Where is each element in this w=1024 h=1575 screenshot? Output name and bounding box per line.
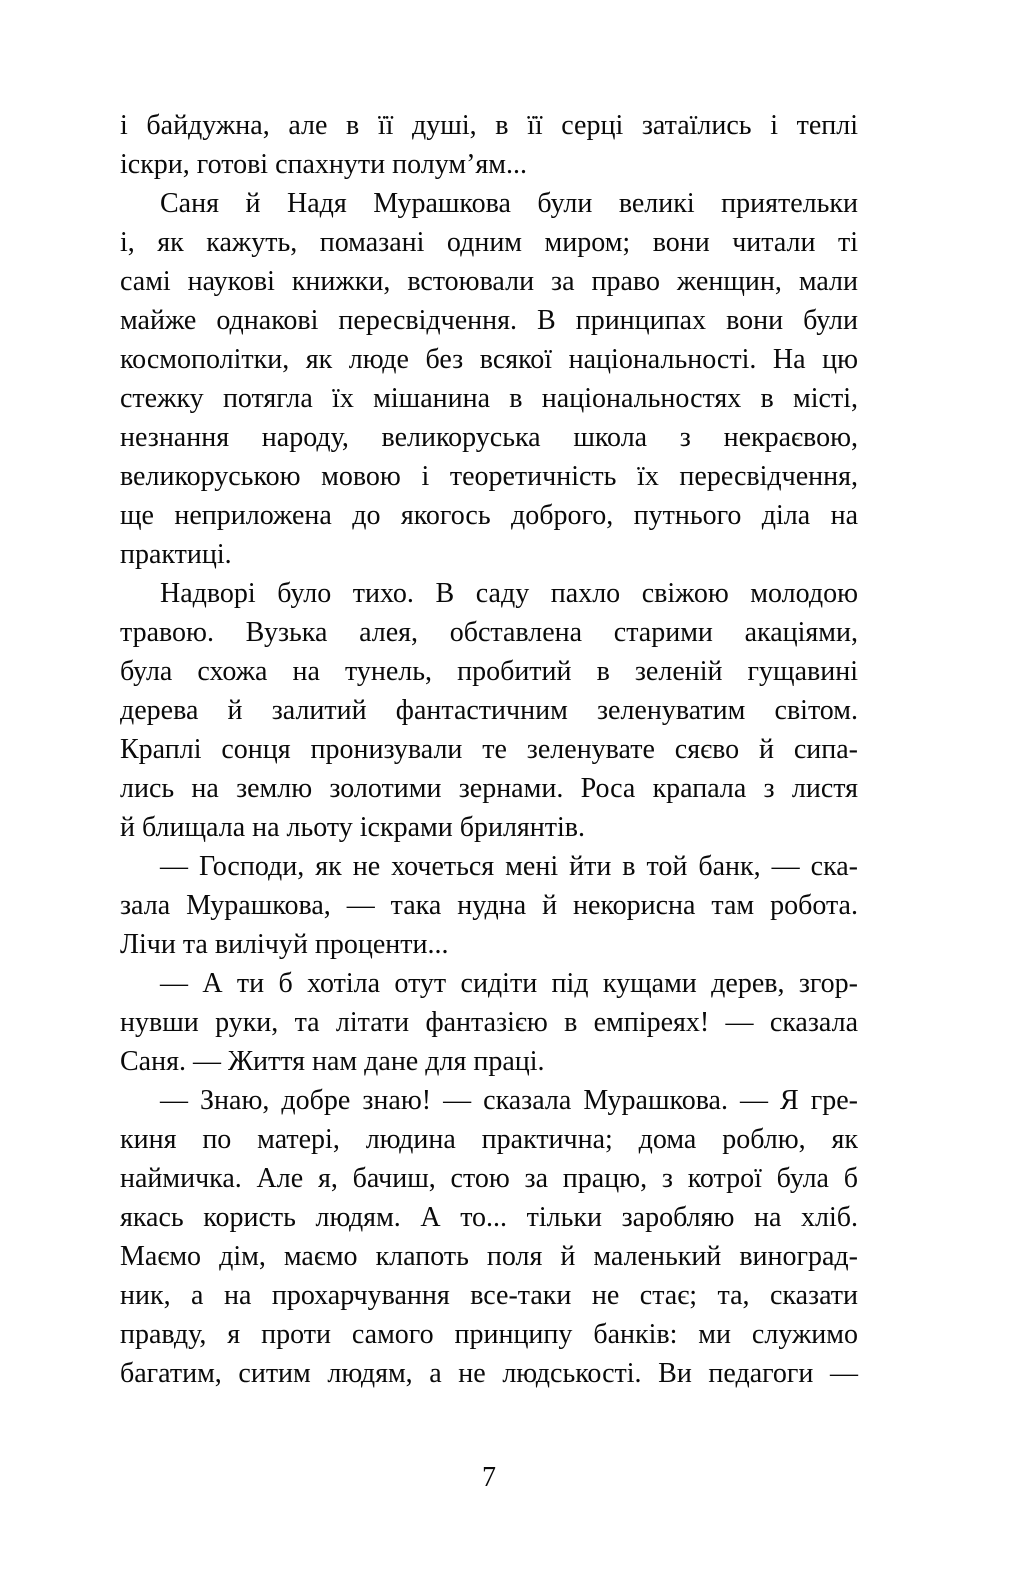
text-line: лись на землю золотими зернами. Роса крапала з листя xyxy=(120,773,858,804)
text-line: і байдужна, але в її душі, в її серці затаїлись і теплі xyxy=(120,110,858,141)
text-line: і, як кажуть, помазані одним миром; вони читали ті xyxy=(120,227,858,258)
text-line: правду, я проти самого принципу банків: ми служимо xyxy=(120,1319,858,1350)
text-line: нувши руки, та літати фантазією в емпіреях! — сказала xyxy=(120,1007,858,1038)
text-line: Краплі сонця пронизували те зеленувате сяєво й сипа- xyxy=(120,734,858,765)
text-line: майже однакові пересвідчення. В принципах вони були xyxy=(120,305,858,336)
text-line: ник, а на прохарчування все-таки не стає; та, сказати xyxy=(120,1280,858,1311)
text-line: — Господи, як не хочеться мені йти в той банк, — ска- xyxy=(160,851,858,882)
paragraph xyxy=(120,184,858,574)
text-line: киня по матері, людина практична; дома роблю, як xyxy=(120,1124,858,1155)
text-line: Саня й Надя Мурашкова були великі приятельки xyxy=(160,188,858,219)
text-line: практиці. xyxy=(120,539,232,570)
text-line: великоруською мовою і теоретичність їх пересвідчення, xyxy=(120,461,858,492)
text-line: зала Мурашкова, — така нудна й некорисна там робота. xyxy=(120,890,858,921)
text-line: Маємо дім, маємо клапоть поля й маленький виноград- xyxy=(120,1241,858,1272)
paragraph xyxy=(120,964,858,1081)
paragraph xyxy=(120,106,858,184)
text-line: травою. Вузька алея, обставлена старими акаціями, xyxy=(120,617,858,648)
text-line: — А ти б хотіла отут сидіти під кущами дерев, згор- xyxy=(160,968,858,999)
text-line: й блищала на льоту іскрами брилянтів. xyxy=(120,812,586,843)
text-line: стежку потягла їх мішанина в національностях в місті, xyxy=(120,383,858,414)
text-line: самі наукові книжки, встоювали за право женщин, мали xyxy=(120,266,858,297)
text-line: наймичка. Але я, бачиш, стою за працю, з котрої була б xyxy=(120,1163,858,1194)
text-line: багатим, ситим людям, а не людськості. Ви педагоги — xyxy=(120,1358,858,1389)
page-text xyxy=(120,106,858,1393)
text-line: космополітки, як люде без всякої національності. На цю xyxy=(120,344,858,375)
text-line: Надворі було тихо. В саду пахло свіжою молодою xyxy=(160,578,858,609)
text-line: незнання народу, великоруська школа з некраєвою, xyxy=(120,422,858,453)
text-line: ще неприложена до якогось доброго, путнього діла на xyxy=(120,500,858,531)
paragraph xyxy=(120,574,858,847)
paragraph xyxy=(120,847,858,964)
text-line: іскри, готові спахнути полум’ям... xyxy=(120,149,527,180)
text-line: була схожа на тунель, пробитий в зеленій гущавині xyxy=(120,656,858,687)
text-line: Саня. — Життя нам дане для праці. xyxy=(120,1046,545,1077)
text-line: якась користь людям. А то... тільки заробляю на хліб. xyxy=(120,1202,858,1233)
page-number: 7 xyxy=(482,1462,496,1493)
text-line: дерева й залитий фантастичним зеленуватим світом. xyxy=(120,695,858,726)
text-line: — Знаю, добре знаю! — сказала Мурашкова. — Я гре- xyxy=(160,1085,858,1116)
paragraph xyxy=(120,1081,858,1393)
text-line: Лічи та вилічуй проценти... xyxy=(120,929,449,960)
